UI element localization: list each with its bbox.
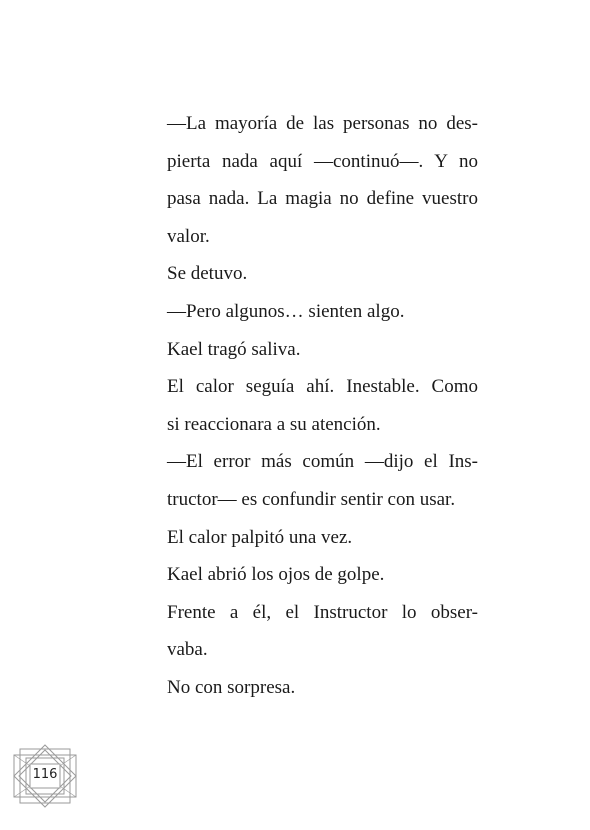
text-line: pasa nada. La magia no define vuestro [167, 188, 478, 210]
text-line: Kael tragó saliva. [167, 338, 301, 360]
text-line: El calor palpitó una vez. [167, 526, 353, 548]
text-line: Se detuvo. [167, 263, 248, 285]
text-line: pierta nada aquí —continuó—. Y no [167, 150, 478, 172]
paragraph [138, 669, 478, 707]
text-line: Frente a él, el Instructor lo obser- [167, 601, 478, 623]
paragraph [138, 556, 478, 594]
paragraph [138, 293, 478, 331]
text-line: —El error más común —dijo el Ins- [167, 451, 478, 473]
paragraph [138, 519, 478, 557]
text-line: El calor seguía ahí. Inestable. Como [167, 376, 478, 398]
page-number-ornament [10, 744, 80, 808]
text-line: No con sorpresa. [167, 676, 296, 698]
text-line: tructor— es confundir sentir con usar. [167, 488, 456, 510]
body-text [138, 105, 478, 707]
text-line: vaba. [167, 639, 208, 661]
text-line: —Pero algunos… sienten algo. [167, 300, 405, 322]
paragraph [138, 255, 478, 293]
paragraph [138, 594, 478, 669]
text-line: —La mayoría de las personas no des- [167, 113, 478, 134]
text-line: si reaccionara a su atención. [167, 413, 381, 435]
paragraph [138, 368, 478, 443]
paragraph [138, 105, 478, 255]
text-line: Kael abrió los ojos de golpe. [167, 564, 385, 586]
text-line: valor. [167, 225, 210, 247]
page-number: 116 [32, 765, 58, 785]
paragraph [138, 443, 478, 518]
paragraph [138, 331, 478, 369]
